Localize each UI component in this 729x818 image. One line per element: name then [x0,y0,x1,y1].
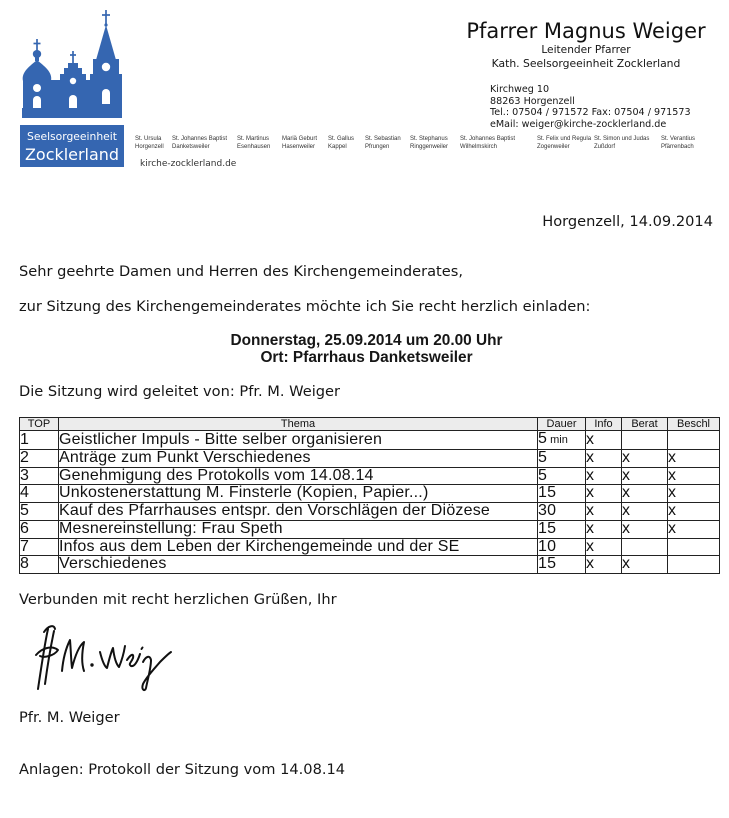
meeting-location: Ort: Pfarrhaus Danketsweiler [260,349,473,366]
cell-thema: Genehmigung des Protokolls vom 14.08.14 [59,467,538,485]
gable-building-icon [56,51,90,118]
cell-dauer: 15 [538,485,586,503]
handwritten-signature [30,620,180,695]
logo-text-line1: Seelsorgeeinheit [27,131,117,143]
cell-berat: x [622,449,668,467]
cell-info: x [586,503,622,521]
salutation: Sehr geehrte Damen und Herren des Kirchengemeinderates, [19,263,464,280]
parish-saint: St. Ursula [135,136,162,142]
cell-thema: Infos aus dem Leben der Kirchengemeinde und der SE [59,538,538,556]
sender-unit: Kath. Seelsorgeeinheit Zocklerland [491,57,681,70]
cell-top: 1 [20,431,59,450]
meeting-datetime: Donnerstag, 25.09.2014 um 20.00 Uhr [230,332,503,349]
cell-beschl [668,538,720,556]
parish-place: Kappel [328,143,347,150]
cell-dauer [538,431,586,450]
cell-info: x [586,485,622,503]
parish-item [282,136,317,151]
cell-info: x [586,467,622,485]
address-email: eMail: weiger@kirche-zocklerland.de [490,119,667,131]
cell-beschl [668,556,720,574]
parish-place: Hasenweiler [282,143,316,150]
parish-place: Ringgenweiler [410,143,449,150]
cell-beschl: x [668,520,720,538]
parish-saint: St. Simon und Judas [594,136,650,142]
table-row [20,556,720,574]
table-row [20,449,720,467]
cell-beschl: x [668,467,720,485]
attachments-note: Anlagen: Protokoll der Sitzung vom 14.08.14 [19,761,346,778]
column-header-thema: Thema [59,418,538,431]
table-row [20,503,720,521]
table-row [20,431,720,450]
parish-saint: St. Felix und Regula [537,136,592,142]
parish-place: Pfärrenbach [661,143,694,150]
cell-info: x [586,556,622,574]
invitation-text: zur Sitzung des Kirchengemeinderates möchte ich Sie recht herzlich einladen: [19,298,591,315]
cell-top: 5 [20,503,59,521]
cell-berat: x [622,520,668,538]
cell-beschl: x [668,503,720,521]
logo-text-line2: Zocklerland [25,145,119,164]
parish-item [135,136,164,151]
cell-dauer: 5 [538,449,586,467]
column-header-top: TOP [20,418,59,431]
sender-role: Leitender Pfarrer [541,44,631,56]
cell-thema: Anträge zum Punkt Verschiedenes [59,449,538,467]
parish-item [594,136,649,151]
cell-info: x [586,449,622,467]
parish-place: Zußdorf [594,143,616,150]
table-row [20,538,720,556]
column-header-info: Info [586,418,622,431]
parish-place: Wilhelmskirch [460,143,498,150]
cell-berat [622,538,668,556]
parish-item [237,136,270,151]
parish-saint: St. Johannes Baptist [460,136,516,142]
cell-dauer: 30 [538,503,586,521]
parish-saint: St. Johannes Baptist [172,136,228,142]
cell-info: x [586,431,622,450]
table-header-row [20,418,720,431]
agenda-table [19,417,720,574]
address-city: 88263 Horgenzell [490,95,575,107]
address-street: Kirchweg 10 [490,84,550,95]
cell-berat: x [622,467,668,485]
church-spire-icon [90,10,122,118]
table-row [20,520,720,538]
column-header-beschl: Beschl [668,418,720,431]
cell-top: 6 [20,520,59,538]
parish-place: Danketsweiler [172,143,210,150]
cell-berat [622,431,668,450]
cell-thema: Kauf des Pfarrhauses entspr. den Vorschlägen der Diözese [59,503,538,521]
cell-berat: x [622,485,668,503]
website-url: kirche-zocklerland.de [140,159,237,169]
cell-dauer: 5 [538,467,586,485]
column-header-berat: Berat [622,418,668,431]
cell-top: 8 [20,556,59,574]
column-header-dauer: Dauer [538,418,586,431]
closing-text: Verbunden mit recht herzlichen Grüßen, Ihr [19,591,337,608]
parish-saint: St. Martinus [237,136,270,142]
cell-dauer: 10 [538,538,586,556]
cell-thema: Mesnereinstellung: Frau Speth [59,520,538,538]
cell-thema: Unkostenerstattung M. Finsterle (Kopien, Papier...) [59,485,538,503]
parish-place: Zogenweiler [537,143,570,150]
signature-name: Pfr. M. Weiger [19,709,120,726]
cell-berat: x [622,503,668,521]
date-line: Horgenzell, 14.09.2014 [542,213,713,230]
cell-thema: Geistlicher Impuls - Bitte selber organisieren [59,431,538,450]
cell-thema: Verschiedenes [59,556,538,574]
parish-item [172,136,227,151]
cell-beschl [668,431,720,450]
meeting-chair: Die Sitzung wird geleitet von: Pfr. M. Weiger [19,383,341,400]
parish-item [410,136,448,151]
onion-tower-icon [23,39,57,118]
cell-info: x [586,538,622,556]
sender-address [490,84,691,131]
parish-place: Pfrungen [365,143,390,150]
address-phone-fax: Tel.: 07504 / 971572 Fax: 07504 / 971573 [490,107,691,119]
parish-item [365,136,401,151]
parish-saint: St. Stephanus [410,136,448,142]
parish-item [328,136,354,151]
parish-item [661,136,695,151]
dauer-value: 5 [538,430,548,447]
cell-beschl: x [668,485,720,503]
parish-item [460,136,515,151]
parish-saint: St. Gallus [328,136,355,142]
cell-dauer: 15 [538,520,586,538]
cell-beschl: x [668,449,720,467]
parish-place: Horgenzell [135,143,164,150]
dauer-unit: min [550,434,568,446]
cell-top: 2 [20,449,59,467]
sender-name: Pfarrer Magnus Weiger [466,19,706,43]
cell-berat: x [622,556,668,574]
parish-saint: St. Verantius [661,136,696,142]
parish-saint: Mariä Geburt [282,136,318,142]
cell-top: 3 [20,467,59,485]
parish-logo [0,0,130,172]
table-row [20,485,720,503]
parish-place: Esenhausen [237,143,271,150]
cell-dauer: 15 [538,556,586,574]
cell-info: x [586,520,622,538]
cell-top: 7 [20,538,59,556]
table-row [20,467,720,485]
parish-item [537,136,591,151]
parish-saint: St. Sebastian [365,136,401,142]
cell-top: 4 [20,485,59,503]
